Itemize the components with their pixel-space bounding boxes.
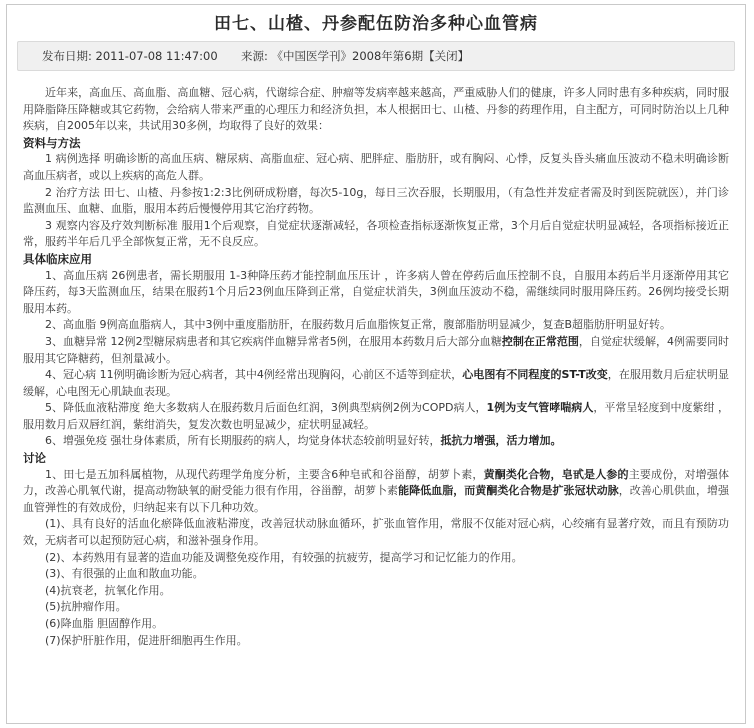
article-title: 田七、山楂、丹参配伍防治多种心血管病 bbox=[214, 14, 538, 34]
text-span: 主要成份，对增强体力，改善心肌氧代谢，提高动物缺氧的耐受能力很有作用，谷甾醇，胡萝卜素 bbox=[23, 467, 730, 498]
methods-paragraph-3: 3 观察内容及疗效判断标准 服用1个后观察，自觉症状逐渐减轻，各项检查指标逐渐恢复正常，3个月后自觉症状明显减轻，各项指标接近正常，服药半年后几乎全部恢复正常，无不良反应。 bbox=[23, 218, 729, 249]
source-value: 《中国医学刊》2008年第6期 bbox=[271, 49, 424, 63]
emphasis-text: 控制在正常范围 bbox=[501, 334, 579, 348]
section-heading-discussion: 讨论 bbox=[23, 451, 46, 466]
clinical-paragraph-coronary bbox=[23, 367, 729, 400]
text-span: 5、降低血液粘滞度 绝大多数病人在服药数月后面色红润，3例典型病例2例为COPD病人， bbox=[45, 401, 487, 415]
discussion-item-4: (4)抗衰老，抗氧化作用。 bbox=[45, 583, 171, 597]
text-span: ，自觉症状缓解，4例需要同时服用其它降糖药，但剂量减小。 bbox=[23, 334, 729, 365]
date-label: 发布日期: bbox=[42, 49, 92, 63]
emphasis-text: 心电图有不同程度的ST-T改变 bbox=[462, 368, 608, 382]
discussion-item-1: (1)、具有良好的活血化瘀降低血液粘滞度，改善冠状动脉血循环，扩张血管作用，常服不仅能对冠心病，心绞痛有显著疗效，而且有预防功效，无病者可以起预防冠心病，和滋补强身作用。 bbox=[23, 517, 729, 548]
discussion-item-7: (7)保护肝脏作用，促进肝细胞再生作用。 bbox=[45, 633, 248, 647]
article-frame bbox=[6, 4, 746, 724]
clinical-paragraph-immunity bbox=[23, 433, 729, 450]
clinical-paragraph-viscosity bbox=[23, 400, 729, 433]
text-span: 4、冠心病 11例明确诊断为冠心病者，其中4例经常出现胸闷，心前区不适等到症状， bbox=[45, 368, 463, 382]
discussion-item-6: (6)降血脂 胆固醇作用。 bbox=[45, 617, 164, 630]
text-span: 3、血糖异常 12例2型糖尿病患者和其它疾病伴血糖异常者5例，在服用本药数月后大部分血糖 bbox=[45, 334, 502, 348]
publish-date: 2011-07-08 11:47:00 bbox=[95, 49, 218, 63]
discussion-item-2: (2)、本药熟用有显著的造血功能及调整免疫作用，有较强的抗疲劳，提高学习和记忆能力的作用。 bbox=[45, 550, 523, 564]
clinical-paragraph-glucose bbox=[23, 334, 729, 367]
section-heading-clinical: 具体临床应用 bbox=[23, 251, 92, 266]
text-span: ，在服用数月后症状明显缓解，心电图无心肌缺血表现。 bbox=[23, 368, 729, 398]
clinical-paragraph-hyperlipidemia: 2、高血脂 9例高血脂病人，其中3例中重度脂肪肝，在服药数月后血脂恢复正常，腹部脂肪明显减少，复查B超脂肪肝明显好转。 bbox=[45, 318, 672, 332]
emphasis-text: 1例为支气管哮喘病人 bbox=[486, 401, 594, 415]
close-link[interactable]: 【关闭】 bbox=[423, 49, 470, 63]
text-span: 6、增强免疫 强壮身体素质，所有长期服药的病人，均觉身体状态较前明显好转， bbox=[45, 434, 441, 448]
intro-paragraph: 近年来，高血压、高血脂、高血糖、冠心病，代谢综合症、肿瘤等发病率越来越高，严重威胁人们的健康，许多人同时患有多种疾病，同时服用降脂降压降糖或其它药物，会给病人带来严重的心理压力和经济负担，本人根据田七、山楂、丹参的药理作用，自主配方，可同时防治以上几种疾病，自2005年以来，共试用30多例，均取得了良好的效果： bbox=[23, 86, 729, 133]
text-span: ，改善心肌供血，增强血管弹性的有效成份，归纳起来有以下几种功效。 bbox=[23, 484, 730, 514]
emphasis-text: 抵抗力增强，活力增加。 bbox=[440, 434, 562, 448]
methods-paragraph-2: 2 治疗方法 田七、山楂、丹参按1:2:3比例研成粉磨，每次5-10g，每日三次吞服，长期服用，（有急性并发症者需及时到医院就医），并门诊监测血压、血糖、血脂，服用本药后慢慢停用其它治疗药物。 bbox=[23, 185, 729, 216]
discussion-item-3: (3)、有很强的止血和散血功能。 bbox=[45, 567, 204, 581]
text-span: ，平常呈轻度到中度紫绀 ，服用数月后双唇红润，紫绀消失，复发次数也明显减少，症状明显减轻。 bbox=[23, 401, 730, 431]
emphasis-text: 黄酮类化合物，皂甙是人参的 bbox=[483, 467, 629, 481]
discussion-paragraph-1 bbox=[23, 467, 729, 517]
text-span: 1、田七是五加科属植物，从现代药理学角度分析，主要含6种皂甙和谷甾醇，胡萝卜素， bbox=[45, 467, 484, 481]
discussion-item-5: (5)抗肿瘤作用。 bbox=[45, 600, 127, 614]
source-label: 来源: bbox=[240, 49, 268, 63]
article-body bbox=[23, 85, 729, 649]
clinical-paragraph-hypertension: 1、高血压病 26例患者，需长期服用 1-3种降压药才能控制血压压计 ，许多病人曾在停药后血压控制不良，自服用本药后半月逐渐停用其它降压药，每3天监测血压，结果在服药1个月后23例血压降到正常，自觉症状消失，3例血压波动不稳，需继续同时服用降压药。26例均接受长期服用本药。 bbox=[23, 268, 729, 315]
emphasis-text: 能降低血脂，而黄酮类化合物是扩张冠状动脉 bbox=[398, 484, 619, 498]
section-heading-methods: 资料与方法 bbox=[23, 135, 81, 150]
article-meta-bar bbox=[17, 41, 735, 71]
methods-paragraph-1: 1 病例选择 明确诊断的高血压病、糖尿病、高脂血症、冠心病、肥胖症、脂肪肝，或有胸闷、心悸，反复头昏头痛血压波动不稳未明确诊断高血压病者，或以上疾病的高危人群。 bbox=[23, 152, 729, 182]
